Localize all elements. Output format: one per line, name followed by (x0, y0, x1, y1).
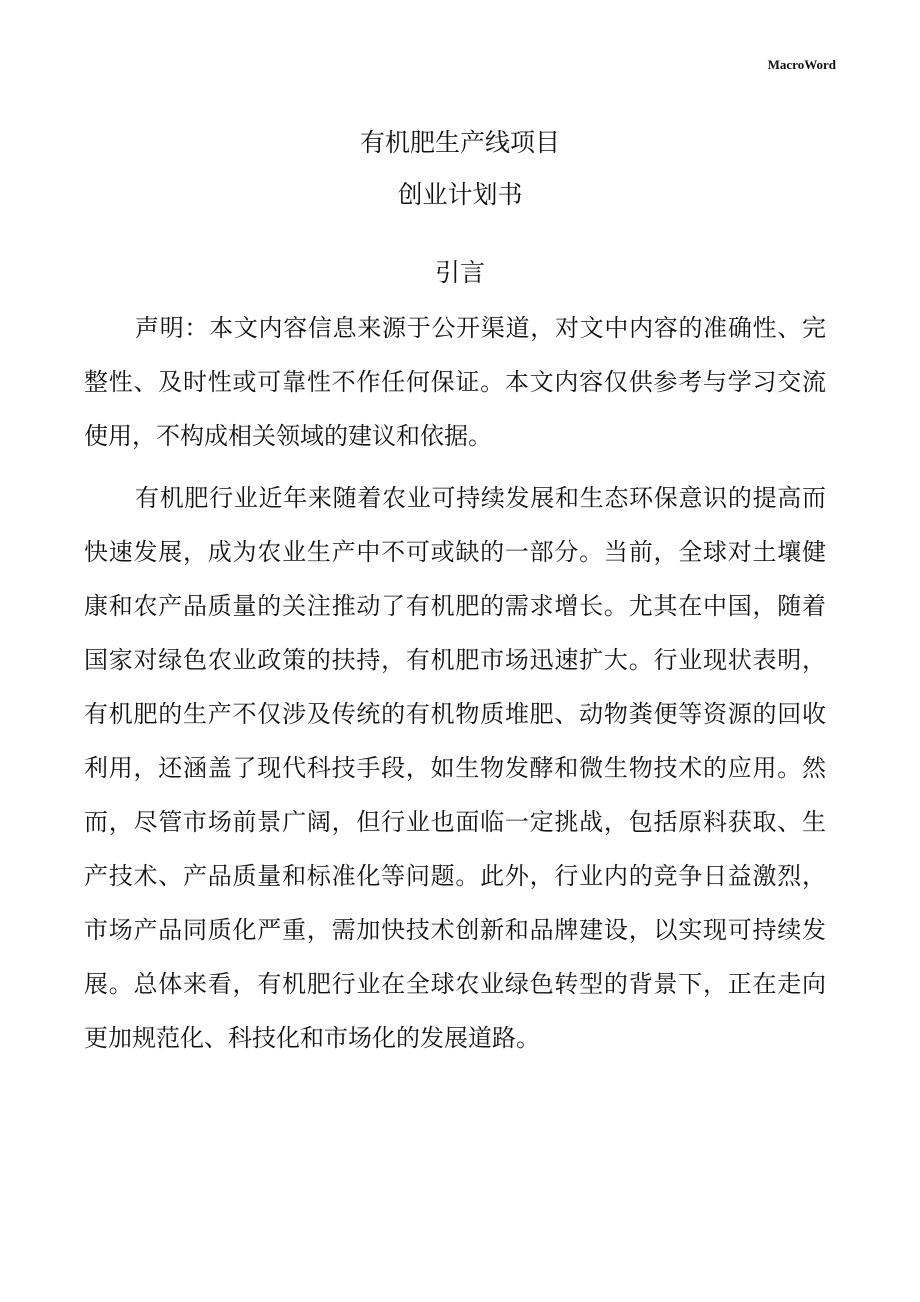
paragraph-line: 整性、及时性或可靠性不作任何保证。本文内容仅供参考与学习交流 (84, 368, 826, 396)
paragraph-line: 产技术、产品质量和标准化等问题。此外，行业内的竞争日益激烈， (84, 862, 826, 890)
paragraph-line: 市场产品同质化严重，需加快技术创新和品牌建设，以实现可持续发 (84, 916, 826, 944)
paragraph-line: 声明：本文内容信息来源于公开渠道，对文中内容的准确性、完 (135, 314, 826, 342)
intro-paragraph (84, 471, 826, 1065)
paragraph-line: 展。总体来看，有机肥行业在全球农业绿色转型的背景下，正在走向 (84, 970, 826, 998)
paragraph-line: 国家对绿色农业政策的扶持，有机肥市场迅速扩大。行业现状表明， (84, 646, 826, 674)
paragraph-line: 更加规范化、科技化和市场化的发展道路。 (84, 1024, 540, 1052)
document-title: 有机肥生产线项目 (359, 128, 560, 157)
section-heading: 引言 (434, 258, 485, 287)
paragraph-line: 有机肥的生产不仅涉及传统的有机物质堆肥、动物粪便等资源的回收 (84, 700, 826, 728)
paragraph-line: 而，尽管市场前景广阔，但行业也面临一定挑战，包括原料获取、生 (84, 808, 826, 836)
paragraph-line: 康和农产品质量的关注推动了有机肥的需求增长。尤其在中国，随着 (84, 592, 826, 620)
disclaimer-paragraph (84, 301, 826, 463)
paragraph-line: 快速发展，成为农业生产中不可或缺的一部分。当前，全球对土壤健 (84, 538, 826, 566)
paragraph-line: 使用，不构成相关领域的建议和依据。 (84, 422, 492, 450)
paragraph-line: 有机肥行业近年来随着农业可持续发展和生态环保意识的提高而 (135, 484, 826, 512)
paragraph-line: 利用，还涵盖了现代科技手段，如生物发酵和微生物技术的应用。然 (84, 754, 826, 782)
header-brand: MacroWord (767, 57, 836, 72)
document-subtitle: 创业计划书 (397, 180, 523, 209)
